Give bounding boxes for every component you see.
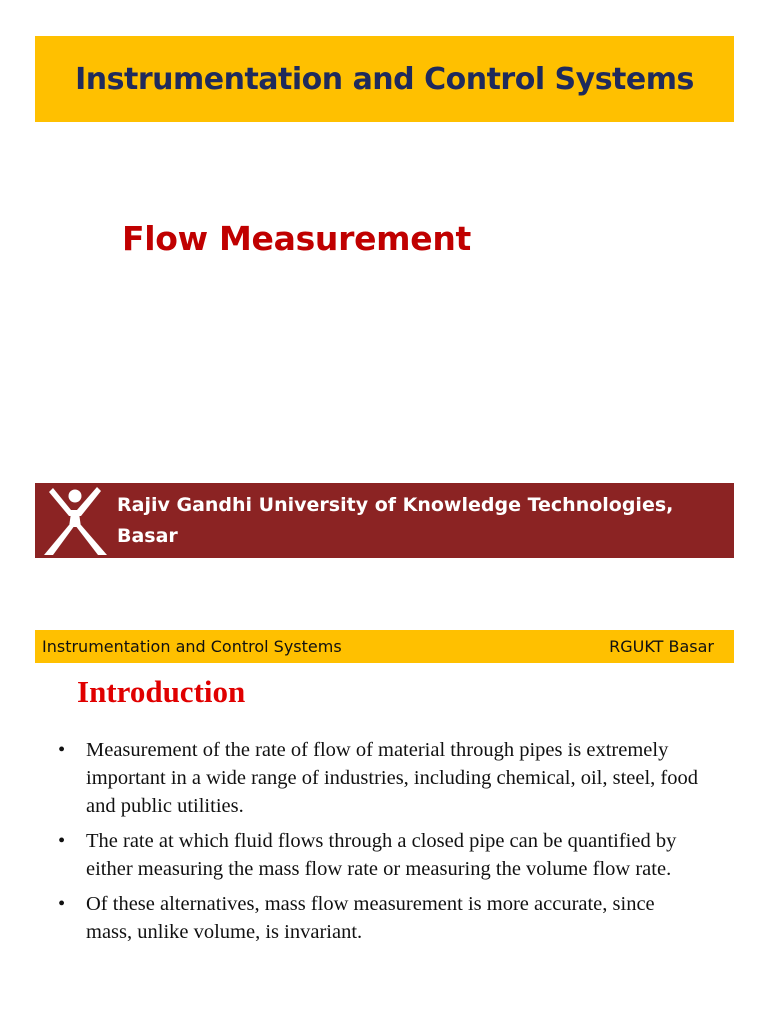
- section-heading: Introduction: [77, 674, 246, 709]
- university-name-line-1: Rajiv Gandhi University of Knowledge Technologies,: [117, 493, 674, 516]
- title-banner: [35, 36, 734, 122]
- slide-header-bar: [35, 630, 734, 663]
- rgukt-figure-logo: [35, 483, 113, 558]
- bullet-icon: •: [58, 739, 66, 761]
- university-name: [117, 490, 717, 552]
- slide-subtitle: Flow Measurement: [122, 219, 472, 258]
- bullet-icon: •: [58, 893, 66, 915]
- university-banner: [35, 483, 734, 558]
- list-item: [58, 890, 698, 946]
- list-item: [58, 827, 698, 883]
- presentation-title: Instrumentation and Control Systems: [75, 61, 694, 97]
- header-institution: RGUKT Basar: [609, 637, 714, 656]
- header-course-name: Instrumentation and Control Systems: [42, 637, 342, 656]
- bullet-text: Measurement of the rate of flow of material through pipes is extremely important in a wide range of industries, including chemical, oil, steel, food and public utilities.: [86, 739, 698, 817]
- bullet-icon: •: [58, 830, 66, 852]
- bullet-text: The rate at which fluid flows through a closed pipe can be quantified by either measuring the mass flow rate or measuring the volume flow rate.: [86, 830, 677, 880]
- bullet-list: [58, 736, 698, 953]
- list-item: [58, 736, 698, 820]
- bullet-text: Of these alternatives, mass flow measurement is more accurate, since mass, unlike volume, is invariant.: [86, 893, 655, 943]
- university-name-line-2: Basar: [117, 524, 178, 547]
